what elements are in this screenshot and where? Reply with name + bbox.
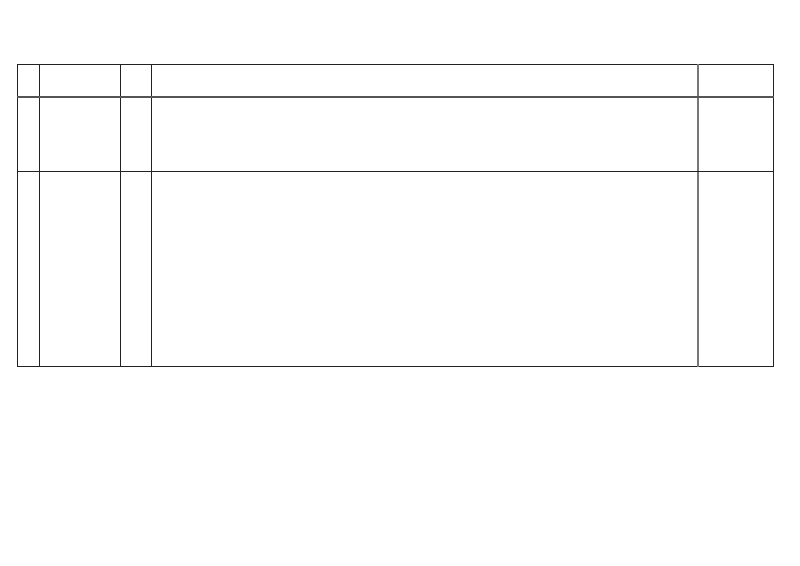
- table-frame: [17, 64, 774, 367]
- col-divider: [151, 64, 152, 367]
- col-divider: [39, 64, 40, 367]
- list-item: [232, 153, 246, 165]
- list-item: [232, 101, 246, 113]
- col-divider: [697, 64, 699, 367]
- row-divider: [17, 171, 774, 172]
- header-divider: [17, 96, 774, 98]
- col-divider: [120, 64, 121, 367]
